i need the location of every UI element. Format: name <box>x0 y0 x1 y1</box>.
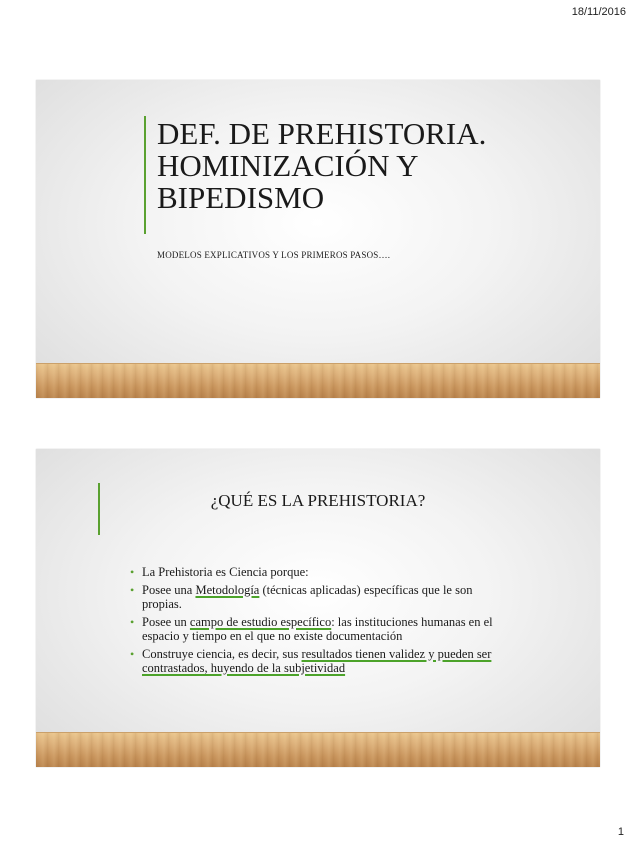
bullet-text: Construye ciencia, es decir, sus <box>142 646 302 661</box>
bullet-item <box>130 615 494 644</box>
accent-bar <box>144 116 146 234</box>
bullet-text: Posee un <box>142 614 190 629</box>
bullet-text: La Prehistoria es Ciencia porque: <box>142 565 309 579</box>
slide-title: ¿QUÉ ES LA PREHISTORIA? <box>210 491 426 510</box>
bullet-text: Posee una <box>142 582 196 597</box>
bullet-list <box>130 565 494 679</box>
slide-subtitle: MODELOS EXPLICATIVOS Y LOS PRIMEROS PASOS…. <box>157 250 391 260</box>
slide-2 <box>36 449 600 767</box>
wood-floor-decoration <box>36 732 600 767</box>
page-date: 18/11/2016 <box>571 6 626 18</box>
wood-floor-decoration <box>36 363 600 398</box>
bullet-text: : las instituciones humanas en el espacio y tiempo en el que no existe documentación <box>142 614 493 643</box>
page-number: 1 <box>617 826 624 838</box>
bullet-item <box>130 647 494 676</box>
slide-title: DEF. DE PREHISTORIA. HOMINIZACIÓN Y BIPEDISMO <box>157 116 487 215</box>
bullet-item <box>130 565 494 580</box>
underlined-term: campo de estudio específico <box>189 614 332 629</box>
slide-1 <box>36 80 600 398</box>
bullet-text: (técnicas aplicadas) específicas que le son propias. <box>142 582 473 611</box>
underlined-term: Metodología <box>195 582 260 597</box>
underlined-term: resultados tienen validez y pueden ser contrastados, huyendo de la subjetividad <box>142 646 492 675</box>
bullet-item <box>130 583 494 612</box>
